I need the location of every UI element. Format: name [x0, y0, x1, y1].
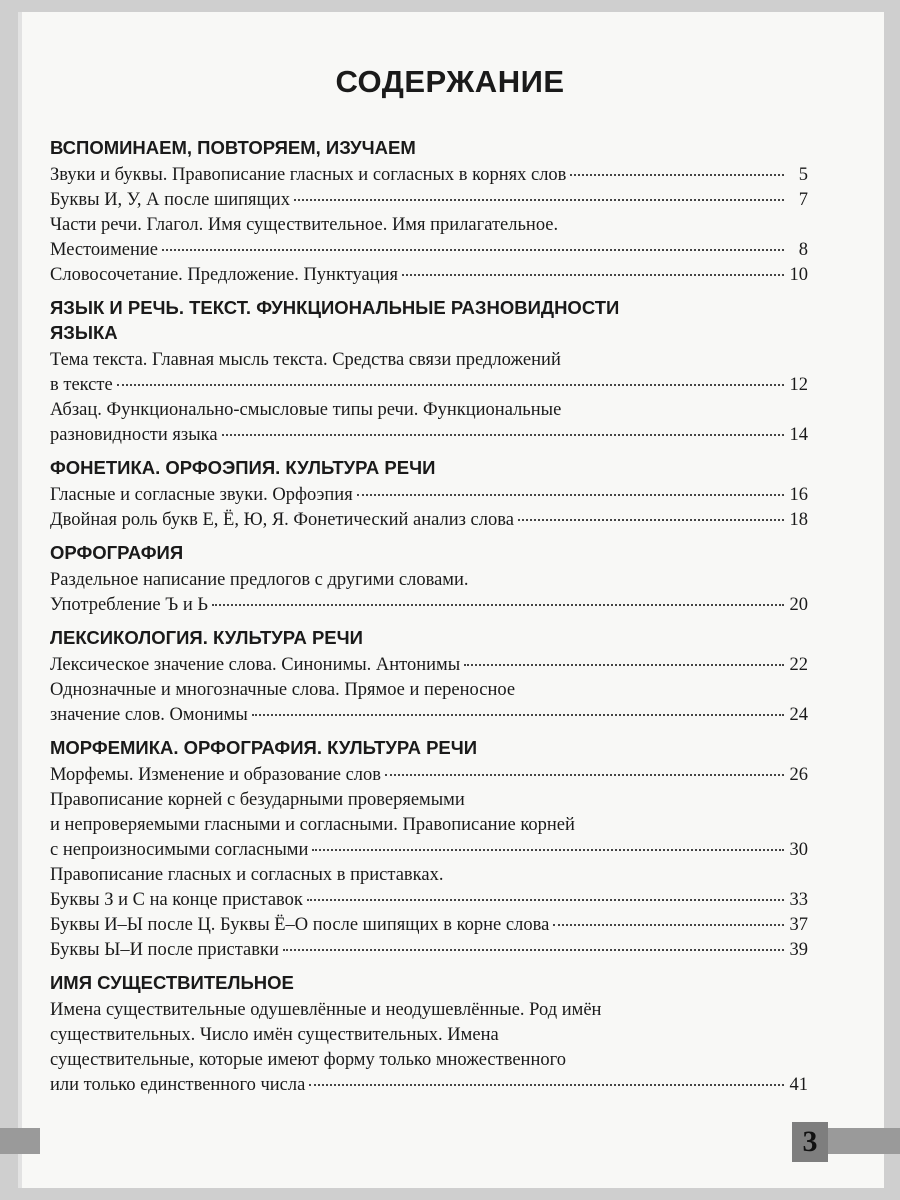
entry-text-line: Имена существительные одушевлённые и неодушевлённые. Род имён — [50, 1000, 602, 1020]
entry-text-line: Правописание гласных и согласных в приставках. — [50, 865, 444, 885]
toc-entry[interactable] — [50, 938, 808, 963]
toc-entry[interactable] — [50, 568, 808, 618]
section-heading: ЯЗЫК И РЕЧЬ. ТЕКСТ. ФУНКЦИОНАЛЬНЫЕ РАЗНОВИДНОСТИ — [50, 297, 620, 318]
toc-entry[interactable] — [50, 213, 808, 263]
entry-page-number: 16 — [789, 485, 808, 505]
entry-page-number: 18 — [789, 510, 808, 530]
toc-section — [50, 295, 808, 448]
entry-text-line: с непроизносимыми согласными — [50, 840, 309, 860]
dot-leader — [117, 384, 784, 386]
entry-page-number: 26 — [789, 765, 808, 785]
entry-page-number: 14 — [789, 425, 808, 445]
dot-leader — [553, 924, 784, 926]
toc-entry[interactable] — [50, 653, 808, 678]
dot-leader — [464, 664, 784, 666]
entry-text-line: Буквы И–Ы после Ц. Буквы Ё–О после шипящих в корне слова — [50, 915, 550, 935]
toc-entry[interactable] — [50, 788, 808, 863]
entry-page-number: 8 — [798, 240, 808, 260]
footer-band-right — [828, 1128, 900, 1154]
dot-leader — [283, 949, 784, 951]
entry-text-line: Правописание корней с безударными проверяемыми — [50, 790, 465, 810]
dot-leader — [312, 849, 784, 851]
entry-page-number: 7 — [798, 190, 808, 210]
entry-last-line — [50, 763, 808, 788]
entry-page-number: 20 — [789, 595, 808, 615]
entry-last-line — [50, 913, 808, 938]
entry-last-line — [50, 508, 808, 533]
entry-text-line: Абзац. Функционально-смысловые типы речи. Функциональные — [50, 400, 562, 420]
dot-leader — [357, 494, 784, 496]
dot-leader — [222, 434, 784, 436]
entry-text-line: Однозначные и многозначные слова. Прямое и переносное — [50, 680, 516, 700]
section-heading: ВСПОМИНАЕМ, ПОВТОРЯЕМ, ИЗУЧАЕМ — [50, 137, 416, 158]
entry-text-line: Части речи. Глагол. Имя существительное. Имя прилагательное. — [50, 215, 559, 235]
toc-section — [50, 455, 808, 533]
entry-last-line — [50, 938, 808, 963]
dot-leader — [309, 1084, 784, 1086]
entry-text-line: значение слов. Омонимы — [50, 705, 248, 725]
toc-section — [50, 540, 808, 618]
entry-text-line: Двойная роль букв Е, Ё, Ю, Я. Фонетический анализ слова — [50, 510, 514, 530]
toc-entry[interactable] — [50, 163, 808, 188]
toc-entry[interactable] — [50, 263, 808, 288]
entry-last-line — [50, 423, 808, 448]
toc-section — [50, 135, 808, 288]
entry-text-line: разновидности языка — [50, 425, 218, 445]
entry-page-number: 12 — [789, 375, 808, 395]
dot-leader — [570, 174, 784, 176]
section-heading: ФОНЕТИКА. ОРФОЭПИЯ. КУЛЬТУРА РЕЧИ — [50, 457, 436, 478]
entry-text-line: или только единственного числа — [50, 1075, 306, 1095]
page-title: СОДЕРЖАНИЕ — [335, 64, 565, 99]
dot-leader — [402, 274, 784, 276]
entry-page-number: 30 — [789, 840, 808, 860]
entry-last-line — [50, 163, 808, 188]
section-heading: ОРФОГРАФИЯ — [50, 542, 184, 563]
entry-page-number: 24 — [789, 705, 808, 725]
table-of-contents — [50, 135, 808, 1105]
dot-leader — [307, 899, 784, 901]
entry-text-line: Лексическое значение слова. Синонимы. Антонимы — [50, 655, 461, 675]
entry-text-line: Звуки и буквы. Правописание гласных и согласных в корнях слов — [50, 165, 567, 185]
toc-entry[interactable] — [50, 863, 808, 913]
entry-page-number: 22 — [789, 655, 808, 675]
toc-entry[interactable] — [50, 678, 808, 728]
toc-section — [50, 735, 808, 963]
entry-text-line: существительных. Число имён существительных. Имена — [50, 1025, 499, 1045]
toc-entry[interactable] — [50, 913, 808, 938]
entry-text-line: Буквы Ы–И после приставки — [50, 940, 279, 960]
entry-last-line — [50, 703, 808, 728]
toc-section — [50, 970, 808, 1098]
section-heading: ИМЯ СУЩЕСТВИТЕЛЬНОЕ — [50, 972, 294, 993]
entry-text-line: Гласные и согласные звуки. Орфоэпия — [50, 485, 353, 505]
entry-page-number: 5 — [798, 165, 808, 185]
section-heading: МОРФЕМИКА. ОРФОГРАФИЯ. КУЛЬТУРА РЕЧИ — [50, 737, 478, 758]
entry-last-line — [50, 238, 808, 263]
entry-page-number: 10 — [789, 265, 808, 285]
toc-entry[interactable] — [50, 508, 808, 533]
entry-last-line — [50, 593, 808, 618]
dot-leader — [294, 199, 784, 201]
entry-text-line: Словосочетание. Предложение. Пунктуация — [50, 265, 399, 285]
toc-entry[interactable] — [50, 398, 808, 448]
dot-leader — [162, 249, 784, 251]
entry-page-number: 39 — [789, 940, 808, 960]
entry-last-line — [50, 888, 808, 913]
section-heading: ЛЕКСИКОЛОГИЯ. КУЛЬТУРА РЕЧИ — [50, 627, 363, 648]
entry-text-line: в тексте — [50, 375, 113, 395]
entry-text-line: Местоимение — [50, 240, 159, 260]
entry-last-line — [50, 653, 808, 678]
toc-entry[interactable] — [50, 483, 808, 508]
entry-page-number: 37 — [789, 915, 808, 935]
toc-entry[interactable] — [50, 348, 808, 398]
dot-leader — [518, 519, 784, 521]
entry-last-line — [50, 263, 808, 288]
entry-text-line: Тема текста. Главная мысль текста. Средства связи предложений — [50, 350, 561, 370]
entry-text-line: и непроверяемыми гласными и согласными. Правописание корней — [50, 815, 575, 835]
entry-last-line — [50, 483, 808, 508]
entry-text-line: Морфемы. Изменение и образование слов — [50, 765, 382, 785]
entry-last-line — [50, 838, 808, 863]
entry-last-line — [50, 1073, 808, 1098]
entry-text-line: Раздельное написание предлогов с другими словами. — [50, 570, 469, 590]
entry-text-line: Употребление Ъ и Ь — [50, 595, 209, 615]
toc-entry[interactable] — [50, 998, 808, 1098]
dot-leader — [252, 714, 784, 716]
entry-text-line: существительные, которые имеют форму только множественного — [50, 1050, 566, 1070]
dot-leader — [385, 774, 784, 776]
entry-text-line: Буквы И, У, А после шипящих — [50, 190, 290, 210]
toc-section — [50, 625, 808, 728]
section-heading: ЯЗЫКА — [50, 322, 118, 343]
dot-leader — [212, 604, 784, 606]
entry-page-number: 41 — [789, 1075, 808, 1095]
entry-page-number: 33 — [789, 890, 808, 910]
page-number: 3 — [792, 1122, 828, 1162]
toc-entry[interactable] — [50, 188, 808, 213]
footer-band-left — [0, 1128, 40, 1154]
entry-last-line — [50, 188, 808, 213]
toc-entry[interactable] — [50, 763, 808, 788]
entry-text-line: Буквы З и С на конце приставок — [50, 890, 303, 910]
entry-last-line — [50, 373, 808, 398]
